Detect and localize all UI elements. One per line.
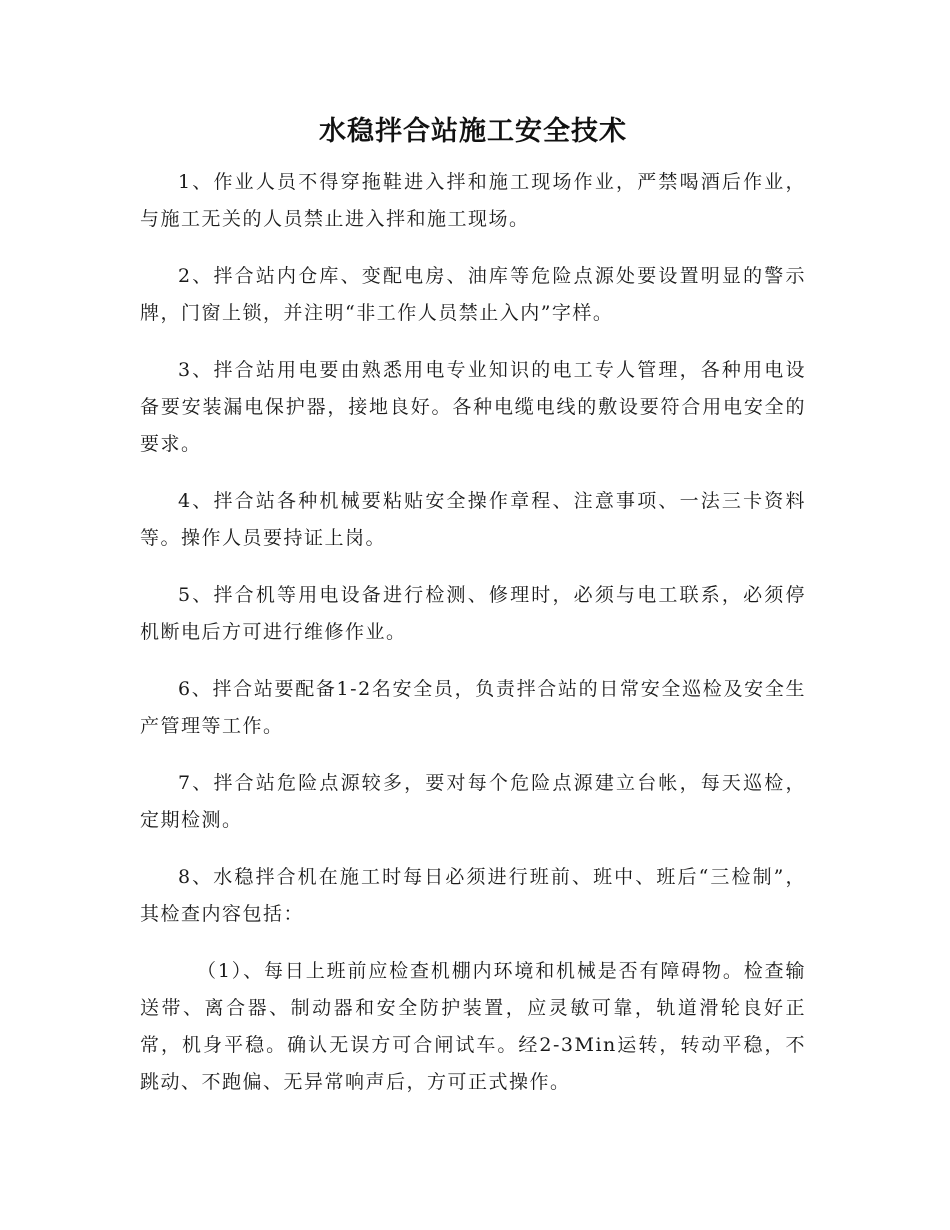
- paragraph-1: 1、作业人员不得穿拖鞋进入拌和施工现场作业，严禁喝酒后作业，与施工无关的人员禁止进入拌和施工现场。: [140, 171, 806, 230]
- paragraph-4: 4、拌合站各种机械要粘贴安全操作章程、注意事项、一法三卡资料等。操作人员要持证上岗。: [140, 490, 806, 549]
- sub-paragraph-1: （1）、每日上班前应检查机棚内环境和机械是否有障碍物。检查输送带、离合器、制动器和安全防护装置，应灵敏可靠，轨道滑轮良好正常，机身平稳。确认无误方可合闸试车。经2-3Min运转，转动平稳，不跳动、不跑偏、无异常响声后，方可正式操作。: [140, 960, 806, 1093]
- paragraph-5: 5、拌合机等用电设备进行检测、修理时，必须与电工联系，必须停机断电后方可进行维修作业。: [140, 584, 806, 643]
- document-page: [140, 112, 806, 1121]
- paragraph-2: 2、拌合站内仓库、变配电房、油库等危险点源处要设置明显的警示牌，门窗上锁，并注明“非工作人员禁止入内”字样。: [140, 265, 806, 324]
- paragraph-3: 3、拌合站用电要由熟悉用电专业知识的电工专人管理，各种用电设备要安装漏电保护器，接地良好。各种电缆电线的敷设要符合用电安全的要求。: [140, 359, 806, 455]
- paragraph-6: 6、拌合站要配备1-2名安全员，负责拌合站的日常安全巡检及安全生产管理等工作。: [140, 678, 806, 737]
- document-title: 水稳拌合站施工安全技术: [319, 116, 627, 147]
- paragraph-7: 7、拌合站危险点源较多，要对每个危险点源建立台帐，每天巡检，定期检测。: [140, 772, 806, 831]
- paragraph-8: 8、水稳拌合机在施工时每日必须进行班前、班中、班后“三检制”，其检查内容包括：: [140, 866, 806, 925]
